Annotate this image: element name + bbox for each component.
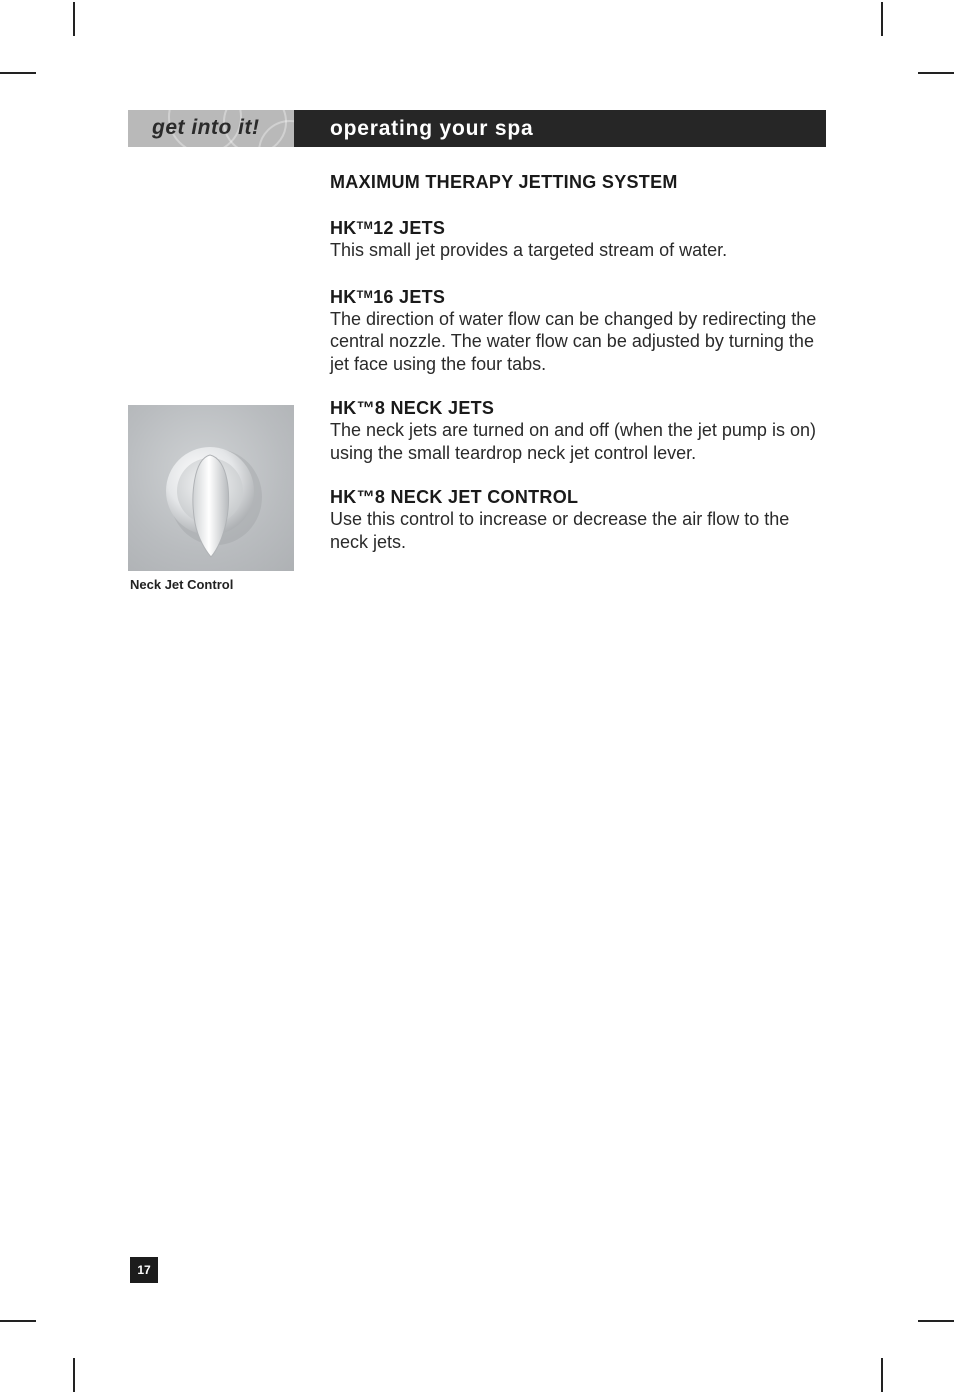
header-chapter-bar bbox=[294, 110, 826, 147]
section-body: The neck jets are turned on and off (when the jet pump is on) using the small teardrop neck jet control lever. bbox=[330, 420, 816, 463]
section-title-suffix: 16 JETS bbox=[373, 286, 446, 307]
section-body: This small jet provides a targeted stream of water. bbox=[330, 240, 728, 260]
neck-jet-control-photo bbox=[128, 405, 294, 571]
crop-mark bbox=[0, 72, 36, 74]
header-left-label: get into it! bbox=[152, 116, 260, 139]
crop-mark bbox=[918, 1320, 954, 1322]
crop-mark bbox=[881, 1358, 883, 1392]
section-hk16-jets bbox=[330, 284, 820, 376]
section-body: Use this control to increase or decrease the air flow to the neck jets. bbox=[330, 509, 790, 552]
trademark-mark: TM bbox=[356, 220, 374, 232]
crop-mark bbox=[881, 2, 883, 36]
crop-mark bbox=[0, 1320, 36, 1322]
section-body: The direction of water flow can be changed by redirecting the central nozzle. The water flow can be adjusted by turning the jet face using the four tabs. bbox=[330, 308, 817, 374]
page-number: 17 bbox=[130, 1257, 158, 1283]
neck-jet-control-icon bbox=[128, 405, 294, 571]
photo-caption: Neck Jet Control bbox=[130, 577, 234, 592]
trademark-mark: TM bbox=[356, 288, 374, 301]
header-right-label: operating your spa bbox=[330, 117, 534, 140]
section-hk12-jets bbox=[330, 215, 820, 262]
crop-mark bbox=[73, 1358, 75, 1392]
crop-mark bbox=[73, 2, 75, 36]
section-title-prefix: HK bbox=[330, 218, 357, 238]
main-content bbox=[330, 170, 820, 575]
section-title: HK™8 NECK JET CONTROL bbox=[330, 487, 579, 507]
section-title-prefix: HK bbox=[330, 286, 357, 307]
section-hk8-neck-jet-control bbox=[330, 486, 820, 553]
section-title bbox=[330, 284, 820, 308]
section-title bbox=[330, 215, 820, 239]
page-title: MAXIMUM THERAPY JETTING SYSTEM bbox=[330, 172, 678, 192]
section-hk8-neck-jets bbox=[330, 397, 820, 464]
crop-mark bbox=[918, 72, 954, 74]
section-title: HK™8 NECK JETS bbox=[330, 398, 495, 418]
header-section-tab bbox=[128, 110, 294, 147]
section-title-suffix: 12 JETS bbox=[373, 218, 446, 238]
